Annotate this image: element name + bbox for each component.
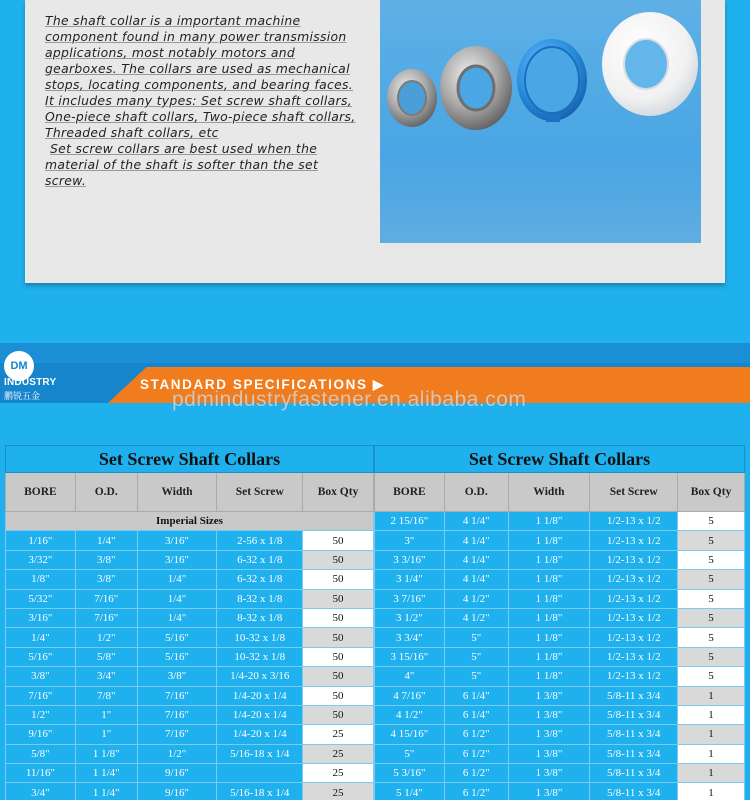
table-cell: 7/16" [6,686,76,705]
table-cell: 3 1/2" [375,608,445,627]
table-cell: 6 1/2" [444,744,508,763]
table-cell: 1/4-20 x 1/4 [217,686,303,705]
table-row [6,667,374,686]
table-cell: 5 [678,531,745,550]
table-cell: 9/16" [137,764,217,783]
table-cell: 1/4" [6,628,76,647]
table-cell: 5" [444,628,508,647]
table-cell: 1/4-20 x 1/4 [217,705,303,724]
column-header: BORE [375,473,445,512]
table-cell: 4 1/4" [444,531,508,550]
table-cell: 5" [375,744,445,763]
table-cell: 1 1/8" [75,744,137,763]
table-row [6,550,374,569]
table-cell: 6 1/2" [444,764,508,783]
table-row [375,783,745,800]
table-cell: 1 1/8" [508,531,590,550]
table-cell: 1 1/8" [508,628,590,647]
table-row [375,744,745,763]
table-cell: 1 1/8" [508,550,590,569]
table-cell: 1/16" [6,531,76,550]
table-cell: 5/8-11 x 3/4 [590,725,678,744]
table-cell: 5/32" [6,589,76,608]
table-cell: 8-32 x 1/8 [217,589,303,608]
table-cell: 7/16" [137,686,217,705]
table-cell: 4 1/2" [444,589,508,608]
column-header: Width [137,473,217,512]
table-row [375,705,745,724]
table-cell: 3 15/16" [375,647,445,666]
table-cell: 3/8" [75,570,137,589]
table-cell: 4 1/2" [375,705,445,724]
table-cell: 5/16-18 x 1/4 [217,783,303,800]
table-cell: 9/16" [137,783,217,800]
table-cell: 3/16" [137,531,217,550]
table-cell: 4 15/16" [375,725,445,744]
table-cell: 4 1/4" [444,550,508,569]
table-cell: 5/16" [6,647,76,666]
table-cell: 1/4" [75,531,137,550]
table-cell: 1/2-13 x 1/2 [590,647,678,666]
logo-name: INDUSTRY [4,377,57,388]
table-cell: 3/4" [75,667,137,686]
table-row [375,608,745,627]
column-header: O.D. [444,473,508,512]
table-cell: 1 3/8" [508,725,590,744]
table-cell: 5 [678,570,745,589]
table-cell: 5 3/16" [375,764,445,783]
intro-paragraph: The shaft collar is a important machine component found in many power transmission applications, most notably motors and gearboxes. The collars are used as mechanical stops, locating components, and bearing faces. It includes many types: Set screw shaft collars, One-piece shaft collars, Two-piece shaft collars, Threaded shaft collars, etc [45,13,356,140]
table-cell: 1/2-13 x 1/2 [590,589,678,608]
table-cell: 1/2" [6,705,76,724]
table-row [6,570,374,589]
table-cell: 3/32" [6,550,76,569]
table-cell: 4 1/4" [444,570,508,589]
table-cell: 1" [75,725,137,744]
table-cell: 1 3/8" [508,764,590,783]
table-cell: 8-32 x 1/8 [217,608,303,627]
table-cell: 1/2-13 x 1/2 [590,550,678,569]
column-header: Width [508,473,590,512]
table-row [375,512,745,531]
table-cell: 5 [678,589,745,608]
column-header: Set Screw [590,473,678,512]
table-cell: 3 3/4" [375,628,445,647]
table-cell: 5 [678,628,745,647]
logo-chinese-name: 鹏锐五金 [4,391,41,401]
table-cell: 1 [678,744,745,763]
table-cell: 7/16" [75,608,137,627]
table-cell: 4 7/16" [375,686,445,705]
table-cell: 1/4-20 x 1/4 [217,725,303,744]
table-row [6,686,374,705]
table-cell: 3/8" [6,667,76,686]
table-cell: 5/8-11 x 3/4 [590,705,678,724]
table-cell: 1 3/8" [508,686,590,705]
table-cell: 6-32 x 1/8 [217,550,303,569]
table-cell: 5/8" [6,744,76,763]
table-cell: 1/4-20 x 3/16 [217,667,303,686]
table-cell: 5/8-11 x 3/4 [590,686,678,705]
table-cell: 25 [303,783,374,800]
table-cell: 1 [678,705,745,724]
table-cell: 1" [75,705,137,724]
table-cell: 1 3/8" [508,744,590,763]
table-cell: 50 [303,628,374,647]
table-row [375,647,745,666]
table-cell: 10-32 x 1/8 [217,628,303,647]
table-cell: 11/16" [6,764,76,783]
section-label: Imperial Sizes [6,512,374,531]
table-cell: 1 1/8" [508,667,590,686]
table-cell: 1/2-13 x 1/2 [590,608,678,627]
table-row [6,705,374,724]
table-row [6,608,374,627]
table-cell: 1 [678,725,745,744]
table-cell: 5/16" [137,628,217,647]
table-cell: 1/4" [137,589,217,608]
table-cell: 1 [678,764,745,783]
table-cell: 25 [303,725,374,744]
table-cell: 1/2" [137,744,217,763]
table-cell: 5/16-18 x 1/4 [217,744,303,763]
table-row [375,686,745,705]
table-row [6,628,374,647]
table-caption: Set Screw Shaft Collars [375,446,745,473]
table-cell: 1 [678,686,745,705]
table-row [375,764,745,783]
company-logo [4,351,70,401]
table-cell: 3/4" [6,783,76,800]
table-row [375,589,745,608]
table-row [6,764,374,783]
table-cell: 9/16" [6,725,76,744]
table-cell: 5 [678,550,745,569]
table-cell: 2 15/16" [375,512,445,531]
table-row [375,628,745,647]
table-cell: 50 [303,608,374,627]
table-cell: 3 1/4" [375,570,445,589]
shaft-collars-image [380,0,701,243]
table-row [6,783,374,800]
table-cell: 50 [303,550,374,569]
table-cell: 1/2-13 x 1/2 [590,667,678,686]
table-cell: 1 1/8" [508,570,590,589]
blue-collar [517,39,587,122]
table-cell: 7/16" [137,725,217,744]
steel-collar [440,46,512,130]
table-cell: 50 [303,686,374,705]
table-cell: 6 1/2" [444,783,508,800]
table-cell: 3" [375,531,445,550]
column-header: Box Qty [303,473,374,512]
table-cell: 5 1/4" [375,783,445,800]
table-cell: 1/2-13 x 1/2 [590,531,678,550]
table-cell: 1 [678,783,745,800]
table-cell: 3 7/16" [375,589,445,608]
column-header: O.D. [75,473,137,512]
table-row [6,725,374,744]
table-cell: 1 3/8" [508,783,590,800]
table-cell: 1/2" [75,628,137,647]
table-cell: 2-56 x 1/8 [217,531,303,550]
table-row [6,647,374,666]
logo-badge: DM [4,351,34,381]
column-header: Box Qty [678,473,745,512]
table-cell: 1 1/8" [508,589,590,608]
table-cell: 6 1/2" [444,725,508,744]
table-cell: 1 1/8" [508,512,590,531]
table-cell: 1 3/8" [508,705,590,724]
table-cell: 5/8" [75,647,137,666]
table-cell: 1/2-13 x 1/2 [590,628,678,647]
table-cell: 5 [678,647,745,666]
table-cell: 1/2-13 x 1/2 [590,570,678,589]
table-cell: 3/16" [137,550,217,569]
table-row [6,589,374,608]
table-row [375,725,745,744]
table-cell: 1 1/8" [508,647,590,666]
table-cell: 5/8-11 x 3/4 [590,764,678,783]
column-header: BORE [6,473,76,512]
table-caption: Set Screw Shaft Collars [6,446,374,473]
table-cell: 7/8" [75,686,137,705]
table-cell: 5" [444,647,508,666]
product-photo [380,0,701,243]
table-cell: 50 [303,647,374,666]
intro-card [25,0,725,283]
table-cell: 50 [303,667,374,686]
table-cell: 5/8-11 x 3/4 [590,783,678,800]
table-cell: 1/8" [6,570,76,589]
table-cell: 50 [303,570,374,589]
table-cell: 50 [303,589,374,608]
table-cell: 5 [678,512,745,531]
table-cell: 4 1/4" [444,512,508,531]
table-cell: 1/4" [137,570,217,589]
table-row [6,744,374,763]
small-collar [387,69,437,127]
plastic-collar [602,12,698,116]
table-cell: 50 [303,705,374,724]
left-spec-table [5,445,374,800]
watermark: pdmindustryfastener.en.alibaba.com [172,388,527,411]
section-title: STANDARD SPECIFICATIONS ▶ [140,377,385,392]
table-cell: 7/16" [75,589,137,608]
table-row [375,667,745,686]
table-cell: 6-32 x 1/8 [217,570,303,589]
table-cell: 6 1/4" [444,705,508,724]
table-cell: 25 [303,764,374,783]
table-row [375,570,745,589]
table-cell: 4" [375,667,445,686]
table-cell: 5 [678,667,745,686]
table-cell: 5/8-11 x 3/4 [590,744,678,763]
table-cell: 1 1/8" [508,608,590,627]
table-cell: 3/8" [137,667,217,686]
table-cell: 3 3/16" [375,550,445,569]
table-cell: 3/8" [75,550,137,569]
table-cell: 7/16" [137,705,217,724]
table-row [6,531,374,550]
table-cell: 1 1/4" [75,764,137,783]
table-cell: 10-32 x 1/8 [217,647,303,666]
table-cell: 50 [303,531,374,550]
table-cell: 1/2-13 x 1/2 [590,512,678,531]
table-row [375,550,745,569]
table-cell: 3/16" [6,608,76,627]
column-header: Set Screw [217,473,303,512]
table-cell [217,764,303,783]
table-cell: 25 [303,744,374,763]
table-cell: 1/4" [137,608,217,627]
table-cell: 6 1/4" [444,686,508,705]
table-cell: 4 1/2" [444,608,508,627]
table-cell: 5 [678,608,745,627]
spec-tables [5,445,745,800]
table-row [375,531,745,550]
intro-paragraph: Set screw collars are best used when the material of the shaft is softer than the set screw. [45,141,319,188]
table-cell: 1 1/4" [75,783,137,800]
intro-text [45,13,360,189]
table-cell: 5/16" [137,647,217,666]
table-cell: 5" [444,667,508,686]
right-spec-table [374,445,745,800]
